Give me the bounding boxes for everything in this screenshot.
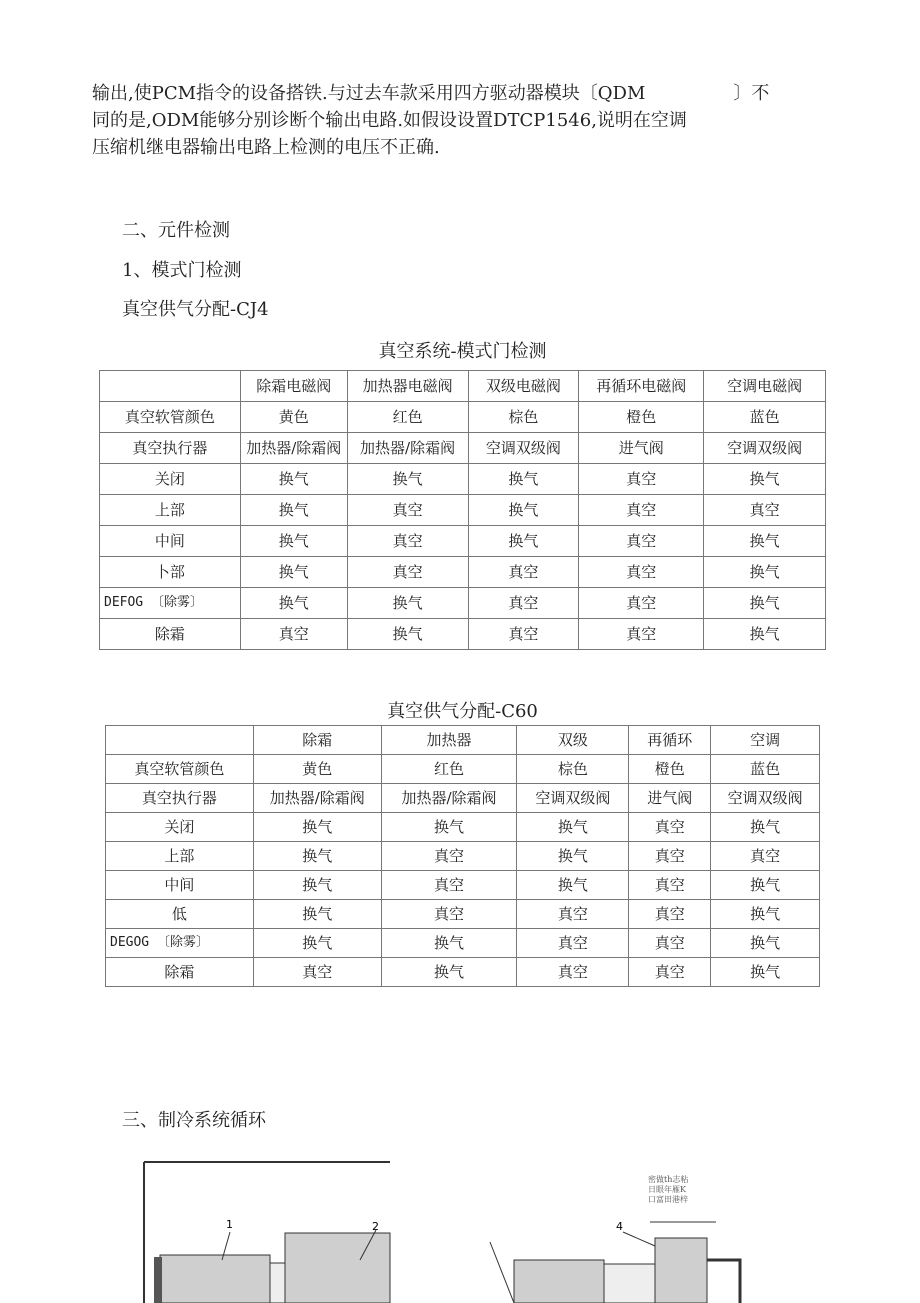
table-row (100, 464, 826, 495)
table-cell: 真空执行器 (106, 784, 254, 813)
table-2-header-cell: 双级 (517, 726, 629, 755)
table-cell: 真空 (629, 871, 711, 900)
table-cell: 换气 (253, 929, 381, 958)
table-cell: 空调双级阀 (704, 433, 826, 464)
table-cell: 加热器/除霜阀 (347, 433, 468, 464)
table-cell: 加热器/除霜阀 (381, 784, 517, 813)
table-cell: 棕色 (468, 402, 579, 433)
table-cell: 换气 (253, 813, 381, 842)
table-cell: 真空 (468, 588, 579, 619)
table-cell: 真空 (253, 958, 381, 987)
table-1-header-cell: 再循环电磁阀 (579, 371, 704, 402)
table-1-caption: 真空系统-模式门检测 (378, 341, 547, 362)
table-cell: 空调双级阀 (517, 784, 629, 813)
table-cell: 换气 (381, 929, 517, 958)
table-cell: 真空执行器 (100, 433, 241, 464)
table-cell: 关闭 (100, 464, 241, 495)
table-row (106, 958, 820, 987)
table-row (106, 813, 820, 842)
table-row (106, 784, 820, 813)
table-row (100, 619, 826, 650)
table-cell: 真空 (629, 929, 711, 958)
table-cell: 真空 (347, 495, 468, 526)
table-cell: 真空 (579, 588, 704, 619)
table-cell: 真空 (629, 958, 711, 987)
table-cell: 真空 (579, 464, 704, 495)
table-1 (99, 370, 826, 650)
table-cell: 换气 (468, 526, 579, 557)
table-cell: 换气 (253, 871, 381, 900)
table-cell: 换气 (704, 526, 826, 557)
table-cell: 换气 (240, 557, 347, 588)
table-2-header-cell: 加热器 (381, 726, 517, 755)
table-cell: 中间 (100, 526, 241, 557)
table-row (100, 402, 826, 433)
table-cell: 换气 (240, 588, 347, 619)
table-cell: 低 (106, 900, 254, 929)
table-cell: 真空 (704, 495, 826, 526)
figure-label-2: 2 (372, 1220, 379, 1233)
table-cell: 真空 (579, 557, 704, 588)
table-cell: 红色 (347, 402, 468, 433)
figure-note-line-2: 日眼年雁K (648, 1185, 686, 1194)
table-cell: 换气 (347, 619, 468, 650)
table-cell: 真空 (629, 900, 711, 929)
table-cell: 换气 (240, 495, 347, 526)
table-1-header-cell: 双级电磁阀 (468, 371, 579, 402)
intro-line-1-suffix: 〕不 (733, 83, 770, 104)
table-cell: 换气 (704, 464, 826, 495)
table-cell: 加热器/除霜阀 (240, 433, 347, 464)
table-cell: 上部 (106, 842, 254, 871)
table-1-header-cell: 除霜电磁阀 (240, 371, 347, 402)
table-row (106, 842, 820, 871)
table-cell: 真空 (629, 813, 711, 842)
table-cell: 换气 (517, 871, 629, 900)
table-cell: 卜部 (100, 557, 241, 588)
intro-paragraph (92, 80, 852, 161)
table-2-header-cell: 空调 (711, 726, 820, 755)
table-cell: 换气 (253, 900, 381, 929)
table-cell: 进气阀 (629, 784, 711, 813)
table-cell: 换气 (711, 929, 820, 958)
table-1-header-cell: 空调电磁阀 (704, 371, 826, 402)
table-row (100, 557, 826, 588)
figure-left-panel (144, 1162, 390, 1303)
table-cell: 蓝色 (704, 402, 826, 433)
table-cell: 黄色 (240, 402, 347, 433)
section-2-sub-2: 真空供气分配-CJ4 (122, 299, 269, 320)
table-cell: 真空 (579, 526, 704, 557)
table-cell: 真空 (468, 557, 579, 588)
table-cell: 真空 (381, 900, 517, 929)
table-row (106, 900, 820, 929)
table-cell: 橙色 (579, 402, 704, 433)
table-row (100, 526, 826, 557)
table-cell: 换气 (381, 813, 517, 842)
table-cell: 除霜 (106, 958, 254, 987)
table-cell: 换气 (704, 619, 826, 650)
section-3-title: 三、制冷系统循环 (122, 1110, 266, 1131)
table-cell: 橙色 (629, 755, 711, 784)
section-2-sub-1: 1、模式门检测 (122, 260, 242, 281)
table-cell: 换气 (517, 842, 629, 871)
table-cell: 上部 (100, 495, 241, 526)
table-2-header-row (106, 726, 820, 755)
table-2 (105, 725, 820, 987)
table-cell: 换气 (704, 557, 826, 588)
table-cell: 蓝色 (711, 755, 820, 784)
table-cell: 空调双级阀 (711, 784, 820, 813)
table-cell: 真空软管颜色 (100, 402, 241, 433)
figure-note-line-3: 口富田港梓 (648, 1195, 688, 1204)
table-cell: 真空 (517, 900, 629, 929)
table-row (106, 929, 820, 958)
table-cell: 除霜 (100, 619, 241, 650)
table-cell: 中间 (106, 871, 254, 900)
table-cell: 换气 (711, 813, 820, 842)
table-cell: 换气 (704, 588, 826, 619)
table-cell: 换气 (347, 588, 468, 619)
table-2-header-cell: 除霜 (253, 726, 381, 755)
table-row (106, 755, 820, 784)
table-cell: 换气 (711, 958, 820, 987)
table-cell: 进气阀 (579, 433, 704, 464)
table-row (100, 588, 826, 619)
table-cell: 加热器/除霜阀 (253, 784, 381, 813)
table-row (100, 495, 826, 526)
table-2-caption: 真空供气分配-C60 (387, 701, 538, 722)
table-1-header-row (100, 371, 826, 402)
table-cell: 换气 (381, 958, 517, 987)
table-cell: 真空 (381, 842, 517, 871)
table-cell: 真空 (347, 526, 468, 557)
table-cell: DEGOG 〔除雾〕 (106, 929, 254, 958)
table-cell: 换气 (240, 526, 347, 557)
table-1-header-cell: 加热器电磁阀 (347, 371, 468, 402)
figure-label-4: 4 (616, 1220, 623, 1233)
table-cell: 棕色 (517, 755, 629, 784)
figure-note-line-1: 密做th志粘 (648, 1175, 689, 1184)
table-cell: 真空 (240, 619, 347, 650)
table-cell: 真空 (711, 842, 820, 871)
table-cell: 黄色 (253, 755, 381, 784)
table-cell: 红色 (381, 755, 517, 784)
table-cell: 换气 (517, 813, 629, 842)
table-cell: 真空 (347, 557, 468, 588)
table-cell: 真空 (517, 929, 629, 958)
intro-line-1 (92, 80, 852, 107)
table-cell: 换气 (711, 900, 820, 929)
table-cell: 真空 (579, 495, 704, 526)
table-row (100, 433, 826, 464)
section-2-title: 二、元件检测 (122, 220, 230, 241)
table-cell: 换气 (468, 495, 579, 526)
table-cell: 关闭 (106, 813, 254, 842)
intro-line-1-prefix: 输出,使PCM指令的设备搭铁.与过去车款采用四方驱动器模块〔QDM (92, 83, 646, 104)
table-cell: DEFOG 〔除雾〕 (100, 588, 241, 619)
table-2-header-cell: 再循环 (629, 726, 711, 755)
intro-line-2: 同的是,ODM能够分别诊断个输出电路.如假设设置DTCP1546,说明在空调 (92, 110, 687, 131)
intro-line-3: 压缩机继电器输出电路上检测的电压不正确. (92, 137, 440, 158)
table-row (106, 871, 820, 900)
table-cell: 空调双级阀 (468, 433, 579, 464)
table-cell: 真空 (517, 958, 629, 987)
table-cell: 真空 (468, 619, 579, 650)
table-1-header-cell (100, 371, 241, 402)
table-cell: 换气 (468, 464, 579, 495)
figure-label-1: 1 (226, 1218, 233, 1231)
table-cell: 换气 (253, 842, 381, 871)
table-2-header-cell (106, 726, 254, 755)
table-cell: 换气 (347, 464, 468, 495)
table-cell: 真空 (579, 619, 704, 650)
table-cell: 真空软管颜色 (106, 755, 254, 784)
refrigeration-figure (140, 1160, 840, 1303)
table-cell: 换气 (240, 464, 347, 495)
figure-right-panel (490, 1174, 740, 1303)
table-cell: 真空 (629, 842, 711, 871)
table-cell: 换气 (711, 871, 820, 900)
table-cell: 真空 (381, 871, 517, 900)
